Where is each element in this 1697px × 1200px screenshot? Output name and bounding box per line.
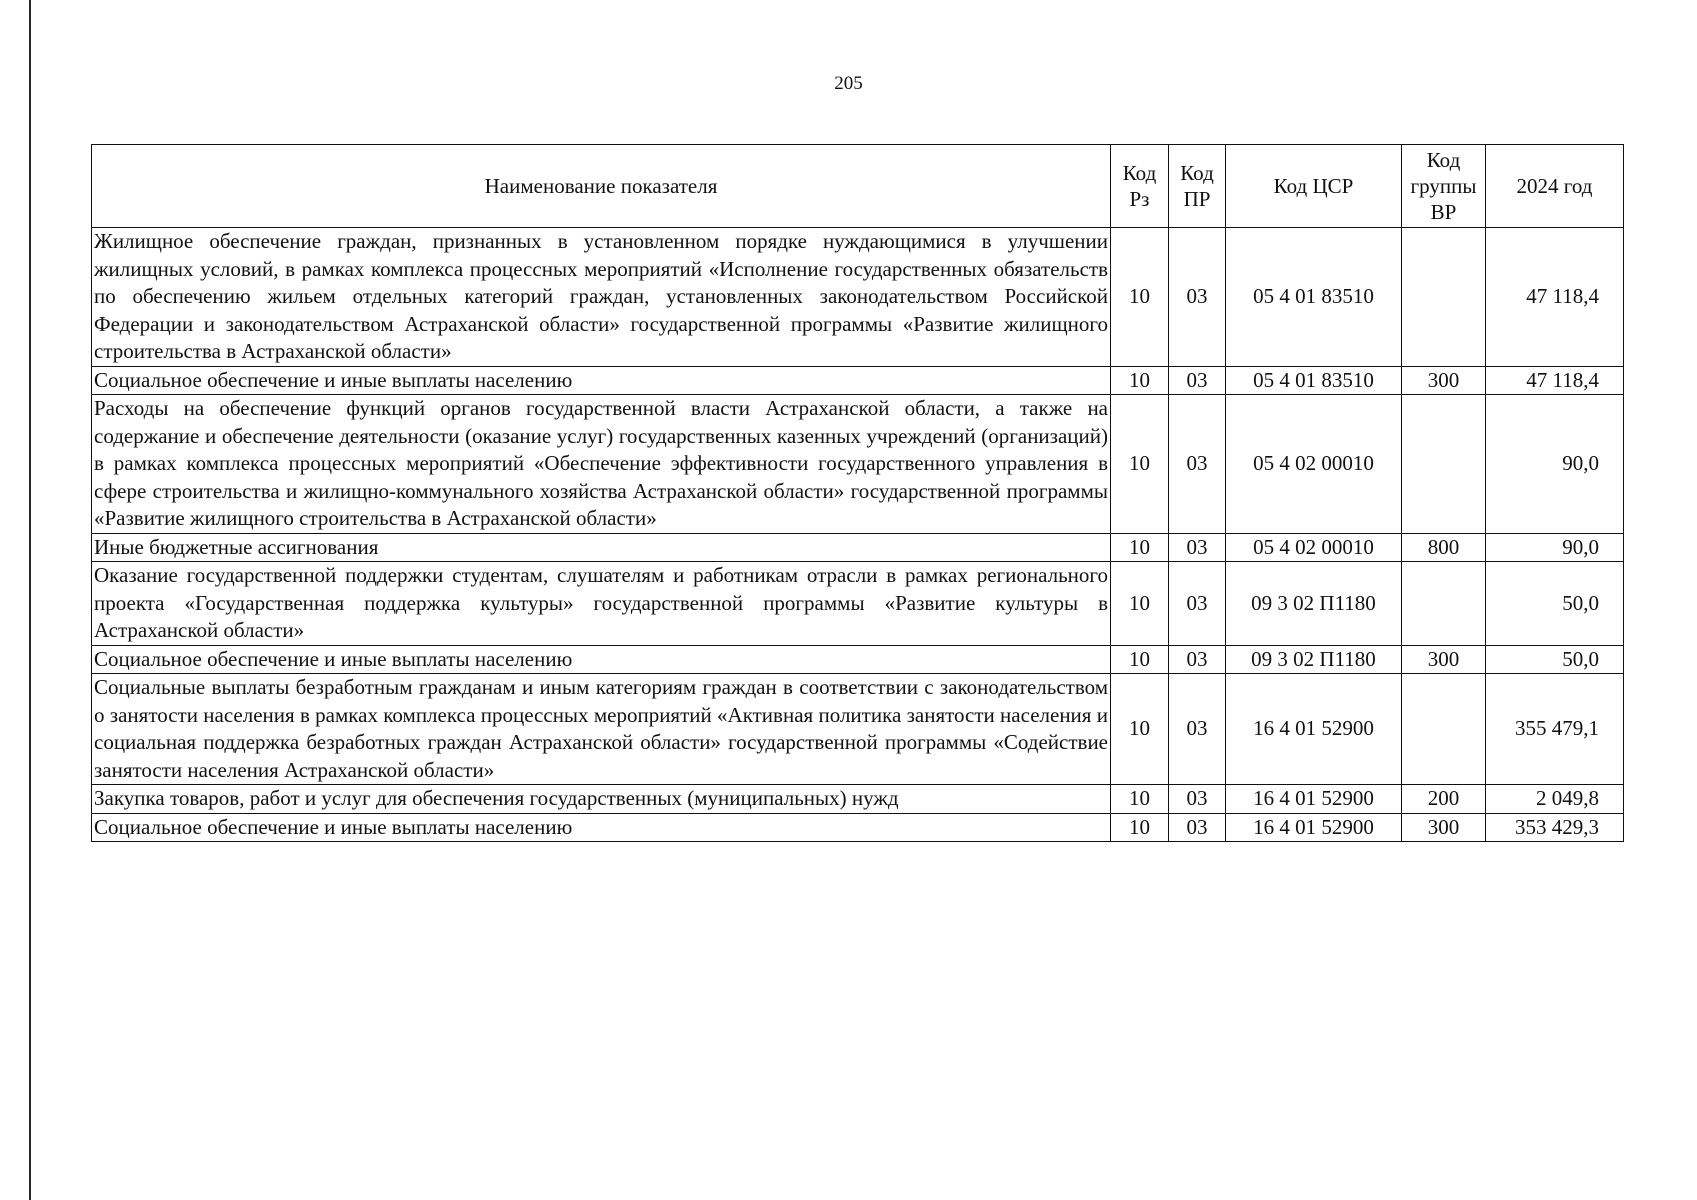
row-pr: 03 (1169, 228, 1226, 367)
row-pr: 03 (1169, 785, 1226, 814)
table-row (92, 785, 1624, 814)
header-year: 2024 год (1486, 145, 1624, 228)
row-csr: 09 3 02 П1180 (1226, 562, 1402, 646)
row-vr (1402, 562, 1486, 646)
row-vr: 300 (1402, 645, 1486, 674)
row-csr: 05 4 02 00010 (1226, 395, 1402, 534)
header-rz: Код Рз (1111, 145, 1169, 228)
row-vr: 300 (1402, 366, 1486, 395)
row-vr: 300 (1402, 813, 1486, 842)
table-row (92, 562, 1624, 646)
row-rz: 10 (1111, 562, 1169, 646)
row-csr: 09 3 02 П1180 (1226, 645, 1402, 674)
row-pr: 03 (1169, 645, 1226, 674)
row-vr: 800 (1402, 533, 1486, 562)
row-amount: 50,0 (1486, 562, 1624, 646)
row-rz: 10 (1111, 785, 1169, 814)
budget-table (91, 144, 1624, 842)
row-csr: 16 4 01 52900 (1226, 813, 1402, 842)
row-name: Социальное обеспечение и иные выплаты населению (92, 645, 1111, 674)
row-name: Жилищное обеспечение граждан, признанных в установленном порядке нуждающимися в улучшении жилищных условий, в рамках комплекса процессных мероприятий «Исполнение государственных обязательств по обеспечению жильем отдельных категорий граждан, установленных законодательством Российской Федерации и законодательством Астраханской области» государственной программы «Развитие жилищного строительства в Астраханской области» (92, 228, 1111, 367)
row-name: Закупка товаров, работ и услуг для обеспечения государственных (муниципальных) нужд (92, 785, 1111, 814)
table-row (92, 366, 1624, 395)
header-pr: Код ПР (1169, 145, 1226, 228)
row-rz: 10 (1111, 813, 1169, 842)
table-row (92, 228, 1624, 367)
row-pr: 03 (1169, 674, 1226, 785)
table-row (92, 395, 1624, 534)
row-pr: 03 (1169, 366, 1226, 395)
header-vr: Код группы ВР (1402, 145, 1486, 228)
row-pr: 03 (1169, 562, 1226, 646)
row-rz: 10 (1111, 645, 1169, 674)
row-csr: 05 4 01 83510 (1226, 228, 1402, 367)
row-name: Оказание государственной поддержки студентам, слушателям и работникам отрасли в рамках регионального проекта «Государственная поддержка культуры» государственной программы «Развитие культуры в Астраханской области» (92, 562, 1111, 646)
row-name: Социальные выплаты безработным гражданам и иным категориям граждан в соответствии с законодательством о занятости населения в рамках комплекса процессных мероприятий «Активная политика занятости населения и социальная поддержка безработных граждан Астраханской области» государственной программы «Содействие занятости населения Астраханской области» (92, 674, 1111, 785)
row-vr (1402, 674, 1486, 785)
row-amount: 47 118,4 (1486, 228, 1624, 367)
row-rz: 10 (1111, 533, 1169, 562)
row-rz: 10 (1111, 395, 1169, 534)
row-pr: 03 (1169, 813, 1226, 842)
row-vr (1402, 228, 1486, 367)
row-rz: 10 (1111, 228, 1169, 367)
row-pr: 03 (1169, 395, 1226, 534)
table-row (92, 645, 1624, 674)
row-csr: 16 4 01 52900 (1226, 785, 1402, 814)
row-amount: 2 049,8 (1486, 785, 1624, 814)
row-amount: 90,0 (1486, 395, 1624, 534)
row-csr: 16 4 01 52900 (1226, 674, 1402, 785)
row-amount: 90,0 (1486, 533, 1624, 562)
table-row (92, 533, 1624, 562)
row-vr (1402, 395, 1486, 534)
row-name: Расходы на обеспечение функций органов государственной власти Астраханской области, а также на содержание и обеспечение деятельности (оказание услуг) государственных казенных учреждений (организаций) в рамках комплекса процессных мероприятий «Обеспечение эффективности государственного управления в сфере строительства и жилищно-коммунального хозяйства Астраханской области» государственной программы «Развитие жилищного строительства в Астраханской области» (92, 395, 1111, 534)
row-name: Иные бюджетные ассигнования (92, 533, 1111, 562)
row-amount: 355 479,1 (1486, 674, 1624, 785)
page-number: 205 (834, 73, 863, 94)
row-vr: 200 (1402, 785, 1486, 814)
row-name: Социальное обеспечение и иные выплаты населению (92, 366, 1111, 395)
row-csr: 05 4 02 00010 (1226, 533, 1402, 562)
row-pr: 03 (1169, 533, 1226, 562)
row-amount: 353 429,3 (1486, 813, 1624, 842)
row-amount: 47 118,4 (1486, 366, 1624, 395)
header-name: Наименование показателя (92, 145, 1111, 228)
row-name: Социальное обеспечение и иные выплаты населению (92, 813, 1111, 842)
table-row (92, 813, 1624, 842)
table-header-row (92, 145, 1624, 228)
row-rz: 10 (1111, 674, 1169, 785)
row-csr: 05 4 01 83510 (1226, 366, 1402, 395)
table-row (92, 674, 1624, 785)
row-amount: 50,0 (1486, 645, 1624, 674)
row-rz: 10 (1111, 366, 1169, 395)
binding-margin-line (29, 0, 31, 1200)
header-csr: Код ЦСР (1226, 145, 1402, 228)
